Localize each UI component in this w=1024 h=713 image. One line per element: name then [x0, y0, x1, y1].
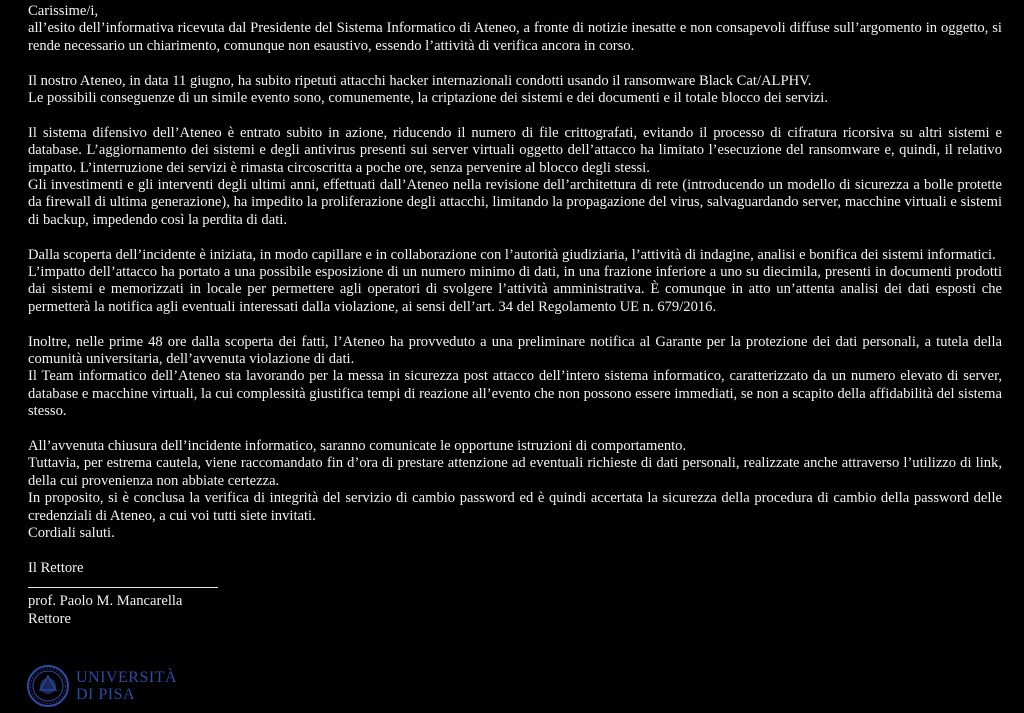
paragraph-defense: [28, 125, 1002, 229]
logo-wordmark: [76, 669, 177, 703]
university-logo: [26, 664, 177, 708]
salutation: Carissime/i,: [28, 3, 99, 19]
paragraph-line: Dalla scoperta dell’incidente è iniziata, in modo capillare e in collaborazione con l’autorità giudiziaria, l’attività di indagine, analisi e bonifica dei sistemi informatici.: [28, 246, 996, 263]
signer-title: Rettore: [28, 610, 71, 627]
logo-line-1: UNIVERSITÀ: [76, 669, 177, 686]
paragraph-line: Le possibili conseguenze di un simile evento sono, comunemente, la criptazione dei sistemi e dei documenti e il totale blocco dei servizi.: [28, 90, 828, 107]
paragraph-intro: [28, 20, 1002, 55]
signer-name: prof. Paolo M. Mancarella: [28, 593, 183, 610]
paragraph-instructions: [28, 438, 1002, 542]
paragraph-line: Tuttavia, per estrema cautela, viene raccomandato fin d’ora di prestare attenzione ad eventuali richieste di dati personali, realizzate anche attraverso l’utilizzo di link, della cui provenienza non abbiate certezza.: [28, 455, 1002, 489]
paragraph-line: L’impatto dell’attacco ha portato a una possibile esposizione di un numero minimo di dati, in una frazione inferiore a uno su diecimila, presenti in documenti prodotti dai sistemi e memorizzati in locale per permettere agli operatori di svolgere l’attività amministrativa. È comunque in atto un’attenta analisi dei dati esposti che permetterà la notifica agli eventuali interessati dalla violazione, ai sensi dell’art. 34 del Regolamento UE n. 679/2016.: [28, 264, 1002, 315]
paragraph-line: Il sistema difensivo dell’Ateneo è entrato subito in azione, riducendo il numero di file crittografati, evitando il processo di cifratura ricorsiva su altri sistemi e database. L’aggiornamento dei sistemi e degli antivirus presenti sui server virtuali oggetto dell’attacco ha limitato l’esecuzione del ransomware e, quindi, il relativo impatto. L’interruzione dei servizi è rimasta circoscritta a poche ore, senza pervenire al blocco degli stessi.: [28, 124, 1002, 176]
paragraph-line: all’esito dell’informativa ricevuta dal Presidente del Sistema Informatico di Ateneo, a fronte di notizie inesatte e non consapevoli diffuse sull’argomento in oggetto, si rende necessario un chiarimento, comunque non esaustivo, essendo l’attività di verifica ancora in corso.: [28, 20, 1002, 54]
paragraph-line: Gli investimenti e gli interventi degli ultimi anni, effettuati dall’Ateneo nella revisione dell’architettura di rete (introducendo un modello di sicurezza a bolle protette da firewall di ultima generazione), ha impedito la proliferazione degli attacchi, limitando la propagazione del virus, salvaguardando server, macchine virtuali e sistemi di backup, impedendo così la perdita di dati.: [28, 177, 1002, 228]
paragraph-investigation: [28, 247, 1002, 317]
paragraph-line: All’avvenuta chiusura dell’incidente informatico, saranno comunicate le opportune istruzioni di comportamento.: [28, 438, 687, 455]
paragraph-line: Il nostro Ateneo, in data 11 giugno, ha subito ripetuti attacchi hacker internazionali condotti usando il ransomware Black Cat/ALPHV.: [28, 72, 812, 89]
paragraph-line: Cordiali saluti.: [28, 525, 115, 542]
paragraph-line: Il Team informatico dell’Ateneo sta lavorando per la messa in sicurezza post attacco dell’intero sistema informatico, caratterizzato da un numero elevato di server, database e macchine virtuali, la cui complessità giustifica tempi di reazione all’evento che non possono essere immediati, se non a scapito della affidabilità del sistema stesso.: [28, 368, 1002, 420]
paragraph-attack: [28, 73, 1002, 108]
letter-body: [28, 3, 1002, 628]
closing-role: Il Rettore: [28, 559, 84, 576]
paragraph-line: In proposito, si è conclusa la verifica di integrità del servizio di cambio password ed è quindi accertata la sicurezza della procedura di cambio della password delle credenziali di Ateneo, a cui voi tutti siete invitati.: [28, 490, 1002, 524]
university-seal-icon: [26, 664, 70, 708]
paragraph-notification: [28, 334, 1002, 421]
signature-block: [28, 560, 1002, 628]
signature-line: [28, 587, 218, 588]
paragraph-line: Inoltre, nelle prime 48 ore dalla scoperta dei fatti, l’Ateneo ha provveduto a una preliminare notifica al Garante per la protezione dei dati personali, a tutela della comunità universitaria, dell’avvenuta violazione di dati.: [28, 333, 1002, 368]
logo-line-2: DI PISA: [76, 686, 136, 703]
